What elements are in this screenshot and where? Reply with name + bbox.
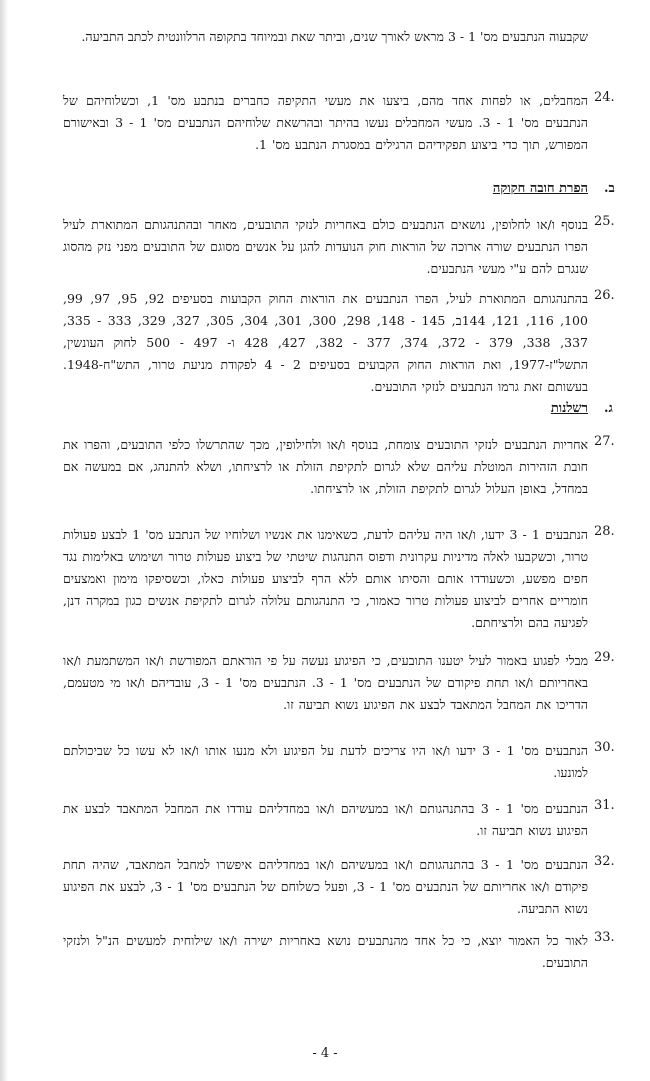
- paragraph-number: 33.: [594, 930, 615, 945]
- section-c-heading: [551, 400, 588, 416]
- paragraph-text: הנתבעים מס' 1 - 3 בהתנהגותם ו/או במעשיהם ו/או במחדליהם עודדו את המחבל המתאבד לבצע את הפיגוע נשוא תביעה זו.: [63, 801, 588, 838]
- scan-edge-shadow: [0, 0, 8, 1081]
- paragraph-number: 31.: [594, 798, 615, 813]
- paragraph-number: 25.: [594, 214, 615, 229]
- paragraph-text: אחריות הנתבעים לנזקי התובעים צומחת, בנוסף ו/או ולחילופין, מכך שהתרשלו כלפי התובעים, והפרו את חובת הזהירות המוטלת עליהם שלא לגרום לתקיפת הזולת או לרציחתו, ושלא להתנהג, אם במעשה אם במחדל, באופן העלול לגרום לתקיפת הזולת, או לרציחתו.: [63, 437, 588, 496]
- paragraph-text: מבלי לפגוע באמור לעיל יטענו התובעים, כי הפיגוע נעשה על פי הוראתם המפורשת ו/או המשתמעת ו/או באחריותם ו/או תחת פיקודם של הנתבעים מס' 1 - 3. הנתבעים מס' 1 - 3, עובדיהם ו/או מי מטעמם, הדריכו את המחבל המתאבד לבצע את הפיגוע נשוא תביעה זו.: [63, 653, 589, 712]
- section-b-heading: [493, 180, 588, 196]
- section-b-title: הפרת חובה חקוקה: [492, 181, 588, 196]
- paragraph-number: 26.: [594, 288, 615, 303]
- paragraph-number: 27.: [594, 434, 615, 449]
- section-c-title: רשלנות: [550, 401, 588, 416]
- section-b-letter: ב.: [604, 181, 615, 196]
- intro-paragraph: שקבעוה הנתבעים מס' 1 - 3 מראש לאורך שנים, וביתר שאת ובמיוחד בתקופה הרלוונטית לכתב התביעה.: [81, 29, 588, 44]
- paragraph-text: הנתבעים 1 - 3 ידעו, ו/או היה עליהם לדעת, כשאימנו את אנשיו ושלוחיו של הנתבע מס' 1 לבצע פעולות טרור, וכשקבעו לאלה מדיניות עקרונית ודפוס התנהגות שיטתי של ביצוע פעולות טרור ושימוש באלימות נגד חפים מפשע, וכשעודדו אותם והסיתו אותם ללא הרף לביצוע פעולות כאלו, וכשסיפקו מימון ואמצעים חומריים אחרים לביצוע פעולות טרור כאמור, כי התנהגותם עלולה לגרום לתקיפת אנשים כגון במקרה דנן, לפגיעה בהם ולרציחתם.: [63, 527, 588, 630]
- paragraph-number: 28.: [594, 524, 615, 539]
- paragraph-text: המחבלים, או לפחות אחד מהם, ביצעו את מעשי התקיפה כחברים בנתבע מס' 1, וכשלוחיהם של הנתבעים מס' 1 - 3. מעשי המחבלים נעשו בהיתר ובהרשאת שלוחיהם הנתבעים מס' 1 - 3 ובאישורם המפורש, תוך כדי ביצוע תפקידיהם הרגילים במסגרת הנתבע מס' 1.: [63, 93, 588, 152]
- section-c-letter: ג.: [604, 401, 613, 416]
- paragraph-text: לאור כל האמור יוצא, כי כל אחד מהנתבעים נושא באחריות ישירה ו/או שילוחית למעשים הנ"ל ולנזקי התובעים.: [63, 933, 588, 970]
- paragraph-text: הנתבעים מס' 1 - 3 בהתנהגותם ו/או במעשיהם ו/או במחדליהם איפשרו למחבל המתאבד, שהיה תחת פיקודם ו/או אחריותם של הנתבעים מס' 1 - 3, ופעל כשלוחם של הנתבעים מס' 1 - 3, לבצע את הפיגוע נשוא התביעה.: [63, 857, 588, 916]
- paragraph-number: 24.: [594, 90, 615, 105]
- paragraph-text: הנתבעים מס' 1 - 3 ידעו ו/או היו צריכים לדעת על הפיגוע ולא מנעו אותו ו/או לא עשו כל שביכולתם למונעו.: [63, 743, 588, 780]
- paragraph-text: בנוסף ו/או לחלופין, נושאים הנתבעים כולם באחריות לנזקי התובעים, מאחר ובהתנהגותם המתוארת לעיל הפרו הנתבעים שורה ארוכה של הוראות חוק הנועדות להגן על אנשים מסוגם של התובעים מפני נזק מהסוג שנגרם להם ע"י מעשי הנתבעים.: [63, 217, 588, 276]
- paragraph-text: בהתנהגותם המתוארת לעיל, הפרו הנתבעים את הוראות החוק הקבועות בסעיפים 92, 95, 97, 99, 100, 116, 121, 144ב, 145 - 148, 298, 300, 301, 304, 305, 327, 329, 333 - 335, 337, 338, 379 - 372, 374, 377 - 382, 427, 428 ו- 497 - 500 לחוק העונשין, התשל"ז-1977, ואת הוראות החוק הקבועים בסעיפים 2 - 4 לפקודת מניעת טרור, התש"ח-1948. בעשותם זאת גרמו הנתבעים לנזקי התובעים.: [63, 291, 589, 394]
- page-number: - 4 -: [312, 1046, 338, 1061]
- paragraph-number: 32.: [594, 854, 615, 869]
- paragraph-number: 30.: [594, 740, 615, 755]
- paragraph-number: 29.: [594, 650, 615, 665]
